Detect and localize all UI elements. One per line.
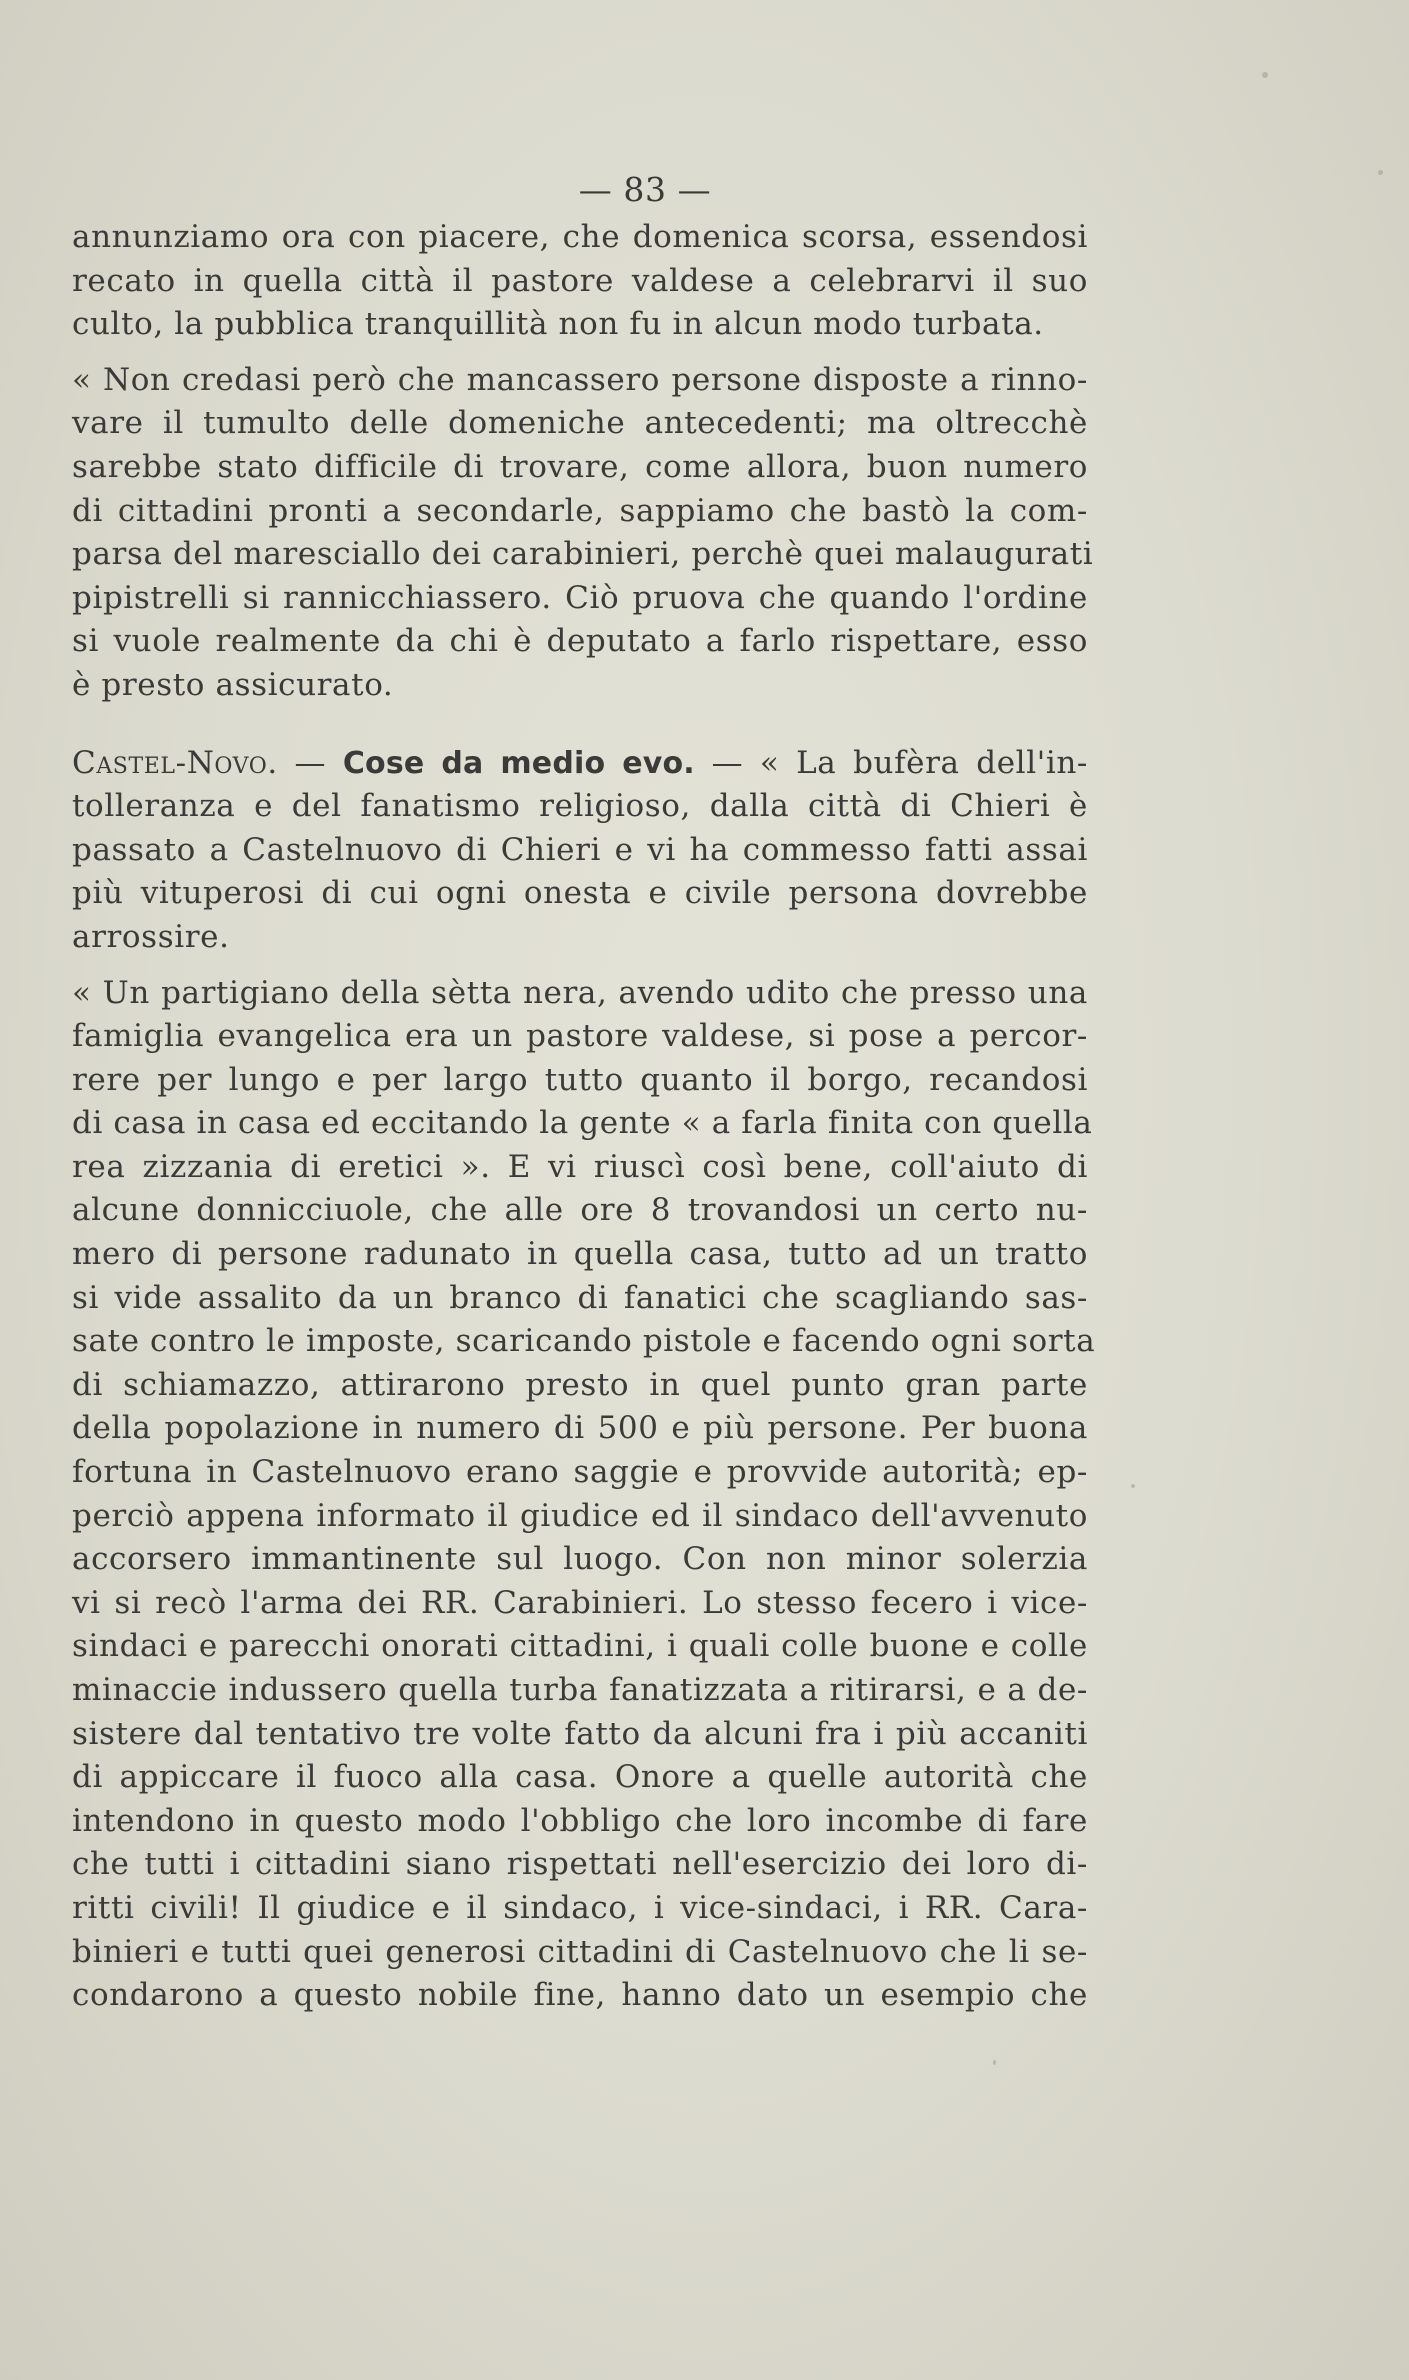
text-line: famiglia evangelica era un pastore valdese, si pose a percor- bbox=[72, 1018, 1088, 1055]
text-line: minaccie indussero quella turba fanatizzata a ritirarsi, e a de- bbox=[72, 1672, 1088, 1708]
text-line: alcune donnicciuole, che alle ore 8 trovandosi un certo nu- bbox=[72, 1192, 1088, 1229]
text-line: sate contro le imposte, scaricando pistole e facendo ogni sorta bbox=[72, 1323, 1096, 1360]
paragraph-1 bbox=[72, 216, 1088, 347]
text-line: rere per lungo e per largo tutto quanto il borgo, recandosi bbox=[72, 1061, 1088, 1098]
text-line: accorsero immantinente sul luogo. Con non minor solerzia bbox=[72, 1541, 1088, 1578]
text-line: mero di persone radunato in quella casa, tutto ad un tratto bbox=[72, 1236, 1088, 1273]
text-line: « Un partigiano della sètta nera, avendo udito che presso una bbox=[72, 974, 1088, 1011]
text-line: sindaci e parecchi onorati cittadini, i quali colle buone e colle bbox=[72, 1628, 1088, 1665]
text-line: culto, la pubblica tranquillità non fu in alcun modo turbata. bbox=[72, 306, 1044, 343]
text-line: di cittadini pronti a secondarle, sappiamo che bastò la com- bbox=[72, 492, 1088, 529]
section-castelnuovo bbox=[72, 742, 1088, 960]
section-dash: — bbox=[277, 744, 343, 781]
text-line: che tutti i cittadini siano rispettati nell'esercizio dei loro di- bbox=[72, 1846, 1088, 1883]
paragraph-4 bbox=[72, 972, 1096, 2018]
text-line: vare il tumulto delle domeniche antecedenti; ma oltrecchè bbox=[72, 405, 1088, 442]
paper-speck bbox=[1378, 170, 1383, 175]
text-line: di schiamazzo, attirarono presto in quel punto gran parte bbox=[72, 1366, 1088, 1403]
text-line: di appiccare il fuoco alla casa. Onore a quelle autorità che bbox=[72, 1759, 1088, 1796]
page-number: — 83 — bbox=[578, 170, 712, 209]
text-line: tolleranza e del fanatismo religioso, dalla città di Chieri è bbox=[72, 788, 1088, 825]
text-line: rea zizzania di eretici ». E vi riuscì così bene, coll'aiuto di bbox=[72, 1148, 1088, 1185]
text-line: pipistrelli si rannicchiassero. Ciò pruova che quando l'ordine bbox=[72, 579, 1088, 616]
text-line: si vide assalito da un branco di fanatici che scagliando sas- bbox=[72, 1279, 1088, 1316]
section-title: Cose da medio evo. bbox=[342, 745, 695, 781]
paper-speck bbox=[1262, 72, 1268, 78]
text-line: arrossire. bbox=[72, 918, 230, 955]
paper-speck bbox=[1131, 1484, 1135, 1488]
text-line: sistere dal tentativo tre volte fatto da alcuni fra i più accaniti bbox=[72, 1715, 1088, 1752]
text-line: intendono in questo modo l'obbligo che loro incombe di fare bbox=[72, 1802, 1088, 1839]
section-place: Castel-Novo. bbox=[72, 744, 278, 781]
text-line: condarono a questo nobile fine, hanno dato un esempio che bbox=[72, 1977, 1088, 2014]
text-line: « Non credasi però che mancassero persone disposte a rinno- bbox=[72, 361, 1088, 398]
text-line: della popolazione in numero di 500 e più persone. Per buona bbox=[72, 1410, 1088, 1447]
text-line: si vuole realmente da chi è deputato a farlo rispettare, esso bbox=[72, 623, 1088, 660]
text-line: parsa del maresciallo dei carabinieri, perchè quei malaugurati bbox=[72, 536, 1094, 573]
section-lead-text: — « La bufèra dell'in- bbox=[694, 744, 1088, 781]
paragraph-2 bbox=[72, 359, 1094, 708]
text-line: più vituperosi di cui ogni onesta e civile persona dovrebbe bbox=[72, 875, 1088, 912]
section-heading-line bbox=[72, 742, 1088, 786]
text-line: binieri e tutti quei generosi cittadini di Castelnuovo che li se- bbox=[72, 1933, 1088, 1970]
text-line: annunziamo ora con piacere, che domenica scorsa, essendosi bbox=[72, 219, 1088, 255]
paper-speck bbox=[993, 2060, 996, 2065]
page-text bbox=[72, 168, 1096, 2018]
text-line: vi si recò l'arma dei RR. Carabinieri. Lo stesso fecero i vice- bbox=[72, 1584, 1088, 1621]
text-line: passato a Castelnuovo di Chieri e vi ha commesso fatti assai bbox=[72, 831, 1088, 868]
text-line: recato in quella città il pastore valdese a celebrarvi il suo bbox=[72, 262, 1088, 299]
text-line: perciò appena informato il giudice ed il sindaco dell'avvenuto bbox=[72, 1497, 1088, 1534]
text-line: fortuna in Castelnuovo erano saggie e provvide autorità; ep- bbox=[72, 1454, 1088, 1491]
text-line: di casa in casa ed eccitando la gente « a farla finita con quella bbox=[72, 1105, 1093, 1142]
text-line: sarebbe stato difficile di trovare, come allora, buon numero bbox=[72, 448, 1088, 485]
text-line: ritti civili! Il giudice e il sindaco, i vice-sindaci, i RR. Cara- bbox=[72, 1889, 1088, 1926]
text-line: è presto assicurato. bbox=[72, 666, 394, 703]
